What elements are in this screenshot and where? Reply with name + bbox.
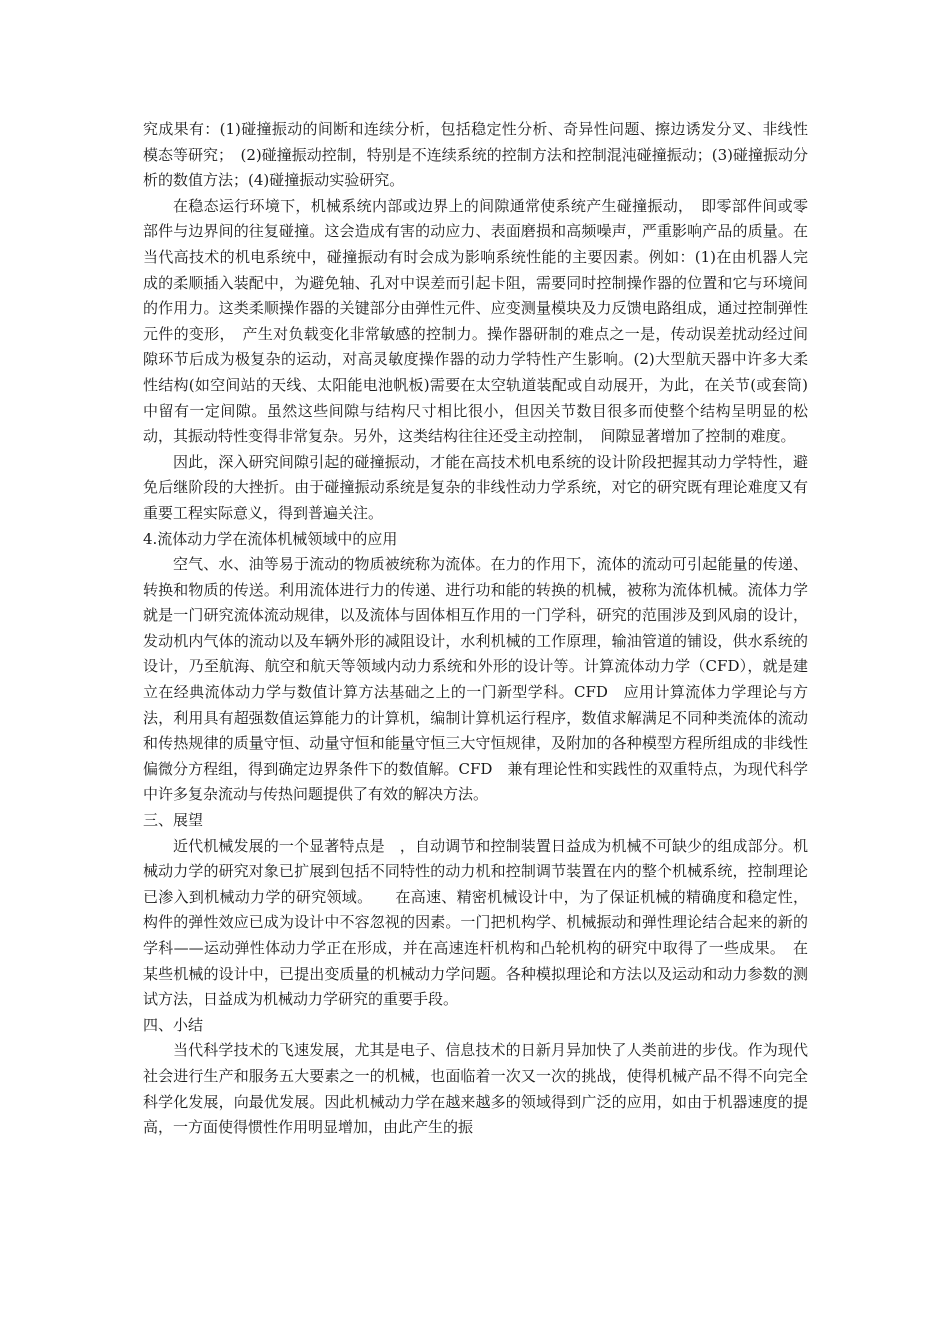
paragraph-research-results: 究成果有：(1)碰撞振动的间断和连续分析，包括稳定性分析、奇异性问题、擦边诱发分叉、非线性模态等研究； (2)碰撞振动控制，特别是不连续系统的控制方法和控制混沌碰撞振动；(3)碰撞振动分析的数值方法；(4)碰撞振动实验研究。 [143, 120, 808, 190]
paragraph-summary: 当代科学技术的飞速发展，尤其是电子、信息技术的日新月异加快了人类前进的步伐。作为现代社会进行生产和服务五大要素之一的机械，也面临着一次又一次的挑战，使得机械产品不得不向完全科学化发展，向最优发展。因此机械动力学在越来越多的领域得到广泛的应用，如由于机器速度的提高，一方面使得惯性作用明显增加，由此产生的振 [143, 1041, 808, 1137]
paragraph-collision-vibration: 在稳态运行环境下，机械系统内部或边界上的间隙通常使系统产生碰撞振动， 即零部件间或零部件与边界间的往复碰撞。这会造成有害的动应力、表面磨损和高频噪声，严重影响产品的质量。在当代高技术的机电系统中，碰撞振动有时会成为影响系统性能的主要因素。例如：(1)在由机器人完成的柔顺插入装配中，为避免轴、孔对中误差而引起卡阻，需要同时控制操作器的位置和它与环境间的作用力。这类柔顺操作器的关键部分由弹性元件、应变测量模块及力反馈电路组成，通过控制弹性元件的变形， 产生对负载变化非常敏感的控制力。操作器研制的难点之一是，传动误差扰动经过间隙环节后成为极复杂的运动，对高灵敏度操作器的动力学特性产生影响。(2)大型航天器中许多大柔性结构(如空间站的天线、太阳能电池帆板)需要在太空轨道装配或自动展开，为此，在关节(或套筒)中留有一定间隙。虽然这些间隙与结构尺寸相比很小，但因关节数目很多而使整个结构呈明显的松动，其振动特性变得非常复杂。另外，这类结构往往还受主动控制， 间隙显著增加了控制的难度。 [143, 196, 808, 446]
document-page [143, 117, 808, 1141]
paragraph-fluid-machinery: 空气、水、油等易于流动的物质被统称为流体。在力的作用下，流体的流动可引起能量的传递、转换和物质的传送。利用流体进行力的传递、进行功和能的转换的机械，被称为流体机械。流体力学就是一门研究流体流动规律，以及流体与固体相互作用的一门学科，研究的范围涉及到风扇的设计，发动机内气体的流动以及车辆外形的减阻设计，水利机械的工作原理，输油管道的铺设，供水系统的设计，乃至航海、航空和航天等领域内动力系统和外形的设计等。计算流体动力学（CFD），就是建立在经典流体动力学与数值计算方法基础之上的一门新型学科。CFD 应用计算流体力学理论与方法，利用具有超强数值运算能力的计算机，编制计算机运行程序，数值求解满足不同种类流体的流动和传热规律的质量守恒、动量守恒和能量守恒三大守恒规律，及附加的各种模型方程所组成的非线性偏微分方程组，得到确定边界条件下的数值解。CFD 兼有理论性和实践性的双重特点，为现代科学中许多复杂流动与传热问题提供了有效的解决方法。 [143, 555, 808, 804]
paragraph-therefore: 因此，深入研究间隙引起的碰撞振动，才能在高技术机电系统的设计阶段把握其动力学特性，避免后继阶段的大挫折。由于碰撞振动系统是复杂的非线性动力学系统，对它的研究既有理论难度又有重要工程实际意义，得到普遍关注。 [143, 452, 808, 522]
section-heading-fluid-dynamics: 4.流体动力学在流体机械领域中的应用 [143, 529, 398, 548]
section-heading-outlook: 三、展望 [143, 811, 204, 830]
section-heading-summary: 四、小结 [143, 1015, 204, 1034]
paragraph-outlook: 近代机械发展的一个显著特点是 ，自动调节和控制装置日益成为机械不可缺少的组成部分。机械动力学的研究对象已扩展到包括不同特性的动力机和控制调节装置在内的整个机械系统，控制理论已渗入到机械动力学的研究领域。 在高速、精密机械设计中，为了保证机械的精确度和稳定性，构件的弹性效应已成为设计中不容忽视的因素。一门把机构学、机械振动和弹性理论结合起来的新的学科——运动弹性体动力学正在形成，并在高速连杆机构和凸轮机构的研究中取得了一些成果。 在某些机械的设计中，已提出变质量的机械动力学问题。各种模拟理论和方法以及运动和动力参数的测试方法，日益成为机械动力学研究的重要手段。 [143, 836, 808, 1009]
